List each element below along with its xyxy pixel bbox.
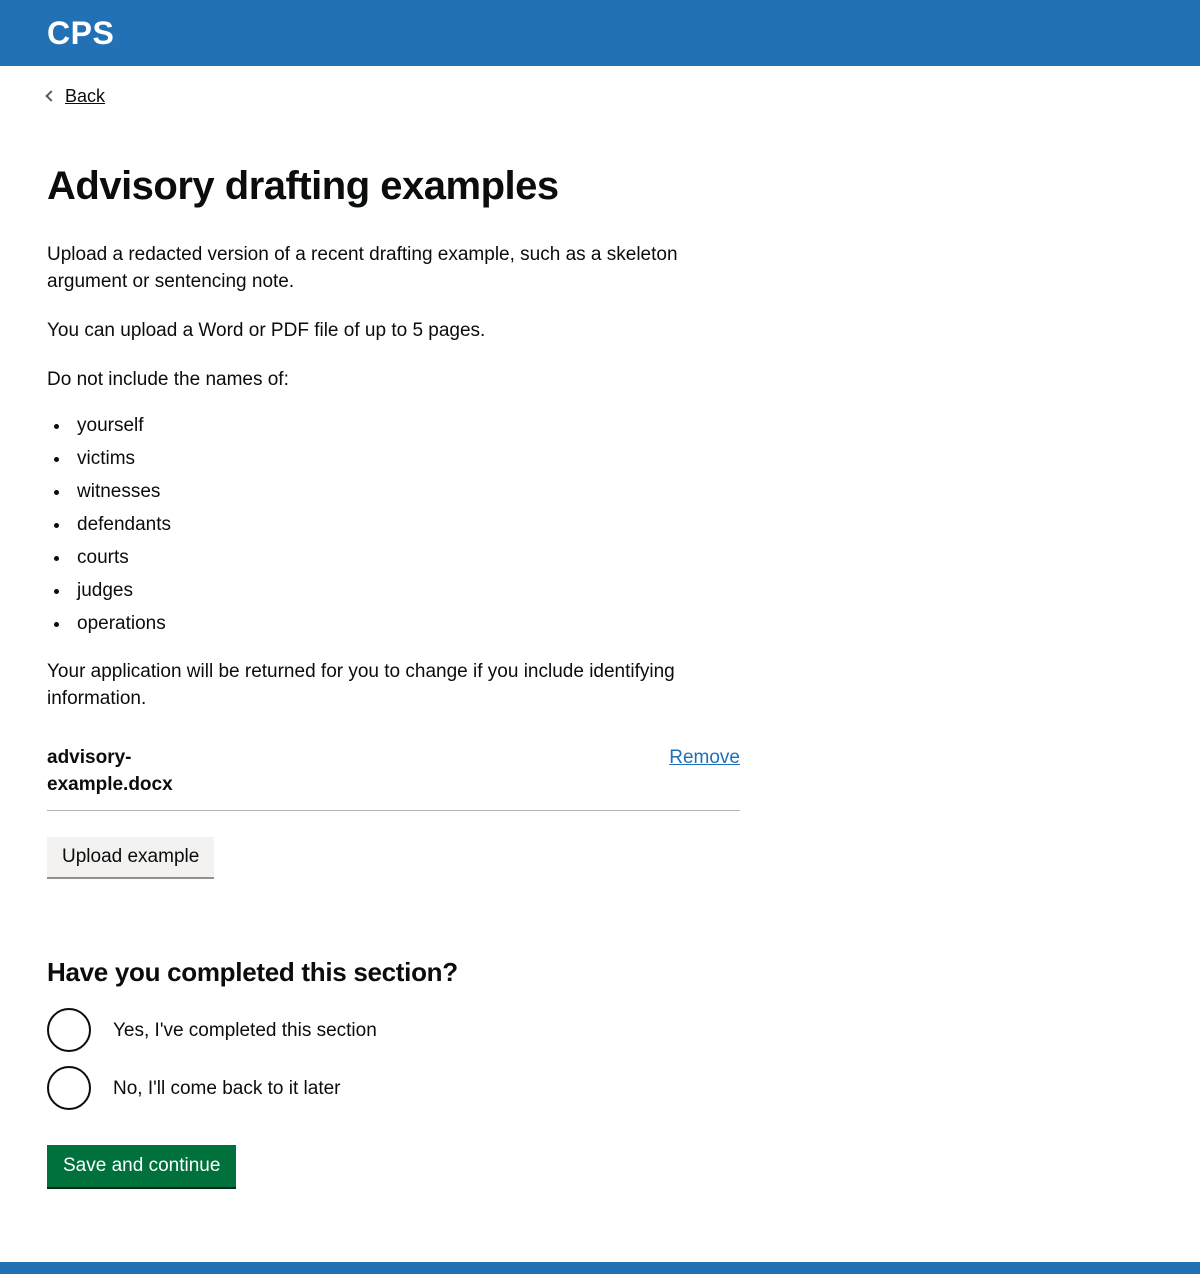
save-and-continue-button[interactable]: Save and continue: [47, 1145, 236, 1187]
list-item: • courts: [71, 545, 740, 570]
do-not-include-lead: Do not include the names of:: [47, 369, 289, 390]
uploaded-file-name: advisory-example.docx: [47, 747, 173, 795]
cps-logo[interactable]: CPS: [47, 14, 115, 51]
radio-button-no[interactable]: [47, 1066, 91, 1110]
warning-paragraph: Your application will be returned for you to change if you include identifying information.: [47, 661, 675, 709]
list-item: • judges: [71, 578, 740, 603]
list-item: • victims: [71, 446, 740, 471]
list-item: • yourself: [71, 413, 740, 438]
app-header: [0, 0, 1200, 66]
upload-example-button[interactable]: Upload example: [47, 837, 214, 877]
main-content: [47, 163, 740, 1187]
page-title: Advisory drafting examples: [47, 164, 559, 208]
radio-label-yes[interactable]: Yes, I've completed this section: [113, 1019, 377, 1041]
intro-paragraph-1: Upload a redacted version of a recent drafting example, such as a skeleton argument or sentencing note.: [47, 244, 678, 292]
do-not-include-list: [47, 413, 740, 636]
uploaded-file-row: [47, 744, 740, 811]
radio-label-no[interactable]: No, I'll come back to it later: [113, 1077, 341, 1099]
back-link-label: Back: [65, 86, 106, 106]
remove-file-link[interactable]: Remove: [669, 747, 740, 768]
radio-button-yes[interactable]: [47, 1008, 91, 1052]
footer-bar: [0, 1262, 1200, 1274]
back-link[interactable]: [47, 86, 105, 107]
completion-heading: Have you completed this section?: [47, 957, 458, 987]
radio-option-no: [47, 1066, 740, 1110]
list-item: • defendants: [71, 512, 740, 537]
radio-option-yes: [47, 1008, 740, 1052]
intro-paragraph-2: You can upload a Word or PDF file of up to 5 pages.: [47, 320, 486, 341]
list-item: • witnesses: [71, 479, 740, 504]
back-chevron-icon: [45, 90, 56, 101]
list-item: • operations: [71, 611, 740, 636]
